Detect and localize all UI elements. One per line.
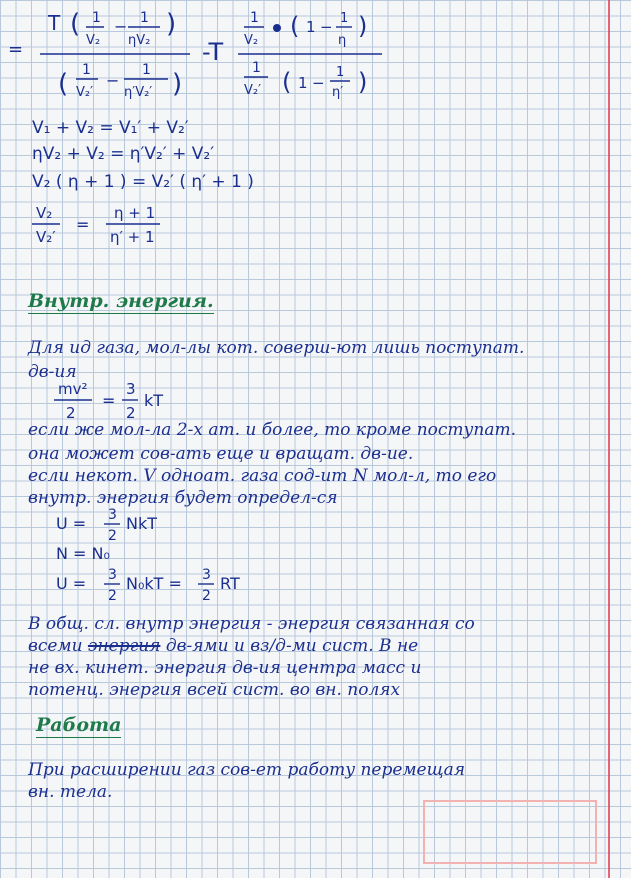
svg-text:): ) xyxy=(172,69,183,99)
heading-work: Работа xyxy=(36,714,122,736)
svg-text:3: 3 xyxy=(108,507,117,523)
equation-factored: V₂ ( η + 1 ) = V₂′ ( η′ + 1 ) xyxy=(32,172,254,192)
text-line-ideal-gas: Для ид газа, мол-лы кот. соверш-ют лишь поступат. xyxy=(28,338,525,358)
text-line-monoatomic: если некот. V однoат. газа сод-ит N мол-л, то его xyxy=(28,466,497,486)
svg-text:V₂′: V₂′ xyxy=(36,228,56,246)
text-line-defined: внутр. энергия будет определ-ся xyxy=(28,488,338,508)
svg-text:3: 3 xyxy=(126,380,136,398)
svg-text:1: 1 xyxy=(92,10,101,26)
svg-text:V₂′: V₂′ xyxy=(244,83,262,98)
svg-text:1: 1 xyxy=(140,10,149,26)
ratio-formula xyxy=(30,200,170,250)
svg-text:−: − xyxy=(320,18,333,36)
svg-text:−: − xyxy=(114,17,128,36)
svg-text:V₂: V₂ xyxy=(244,33,259,48)
svg-text:2: 2 xyxy=(202,588,211,604)
paragraph-line-4: потенц. энергия всей сист. во вн. полях xyxy=(28,680,401,700)
svg-text:−: − xyxy=(312,74,325,92)
svg-text:η′V₂′: η′V₂′ xyxy=(124,85,153,100)
svg-text:=: = xyxy=(76,215,90,234)
heading-internal-energy: Внутр. энергия. xyxy=(28,290,214,312)
svg-text:2: 2 xyxy=(108,588,117,604)
svg-text:2: 2 xyxy=(126,404,136,422)
svg-text:2: 2 xyxy=(108,528,117,544)
svg-text:-T: -T xyxy=(202,38,224,66)
svg-text:kT: kT xyxy=(144,391,164,410)
paragraph-line-3: не вх. кинет. энергия дв-ия центра масс и xyxy=(28,658,422,678)
svg-text:2: 2 xyxy=(66,404,76,422)
paren-open: ( xyxy=(70,9,81,39)
svg-text:RT: RT xyxy=(220,574,240,593)
formula-equals: = xyxy=(8,39,24,60)
svg-text:N = N₀: N = N₀ xyxy=(56,544,110,563)
paragraph-line-2 xyxy=(28,636,418,656)
internal-energy-formulas xyxy=(50,505,290,615)
svg-text:(: ( xyxy=(290,12,300,40)
svg-text:1: 1 xyxy=(306,18,316,36)
svg-text:ηV₂: ηV₂ xyxy=(128,33,151,48)
svg-text:1: 1 xyxy=(82,62,91,78)
equation-volume-sum: V₁ + V₂ = V₁′ + V₂′ xyxy=(32,118,189,138)
notebook-margin-line xyxy=(608,0,610,878)
svg-text:): ) xyxy=(166,9,177,39)
work-line-1: При расширении газ сов-ет работу перемещая xyxy=(28,760,466,780)
line-2-rest: дв-ями и вз/д-ми сист. В не xyxy=(165,636,419,656)
text-line-rotation: она может сов-ать еще и вращат. дв-ие. xyxy=(28,444,414,464)
svg-text:V₂: V₂ xyxy=(86,33,101,48)
svg-text:1: 1 xyxy=(340,11,349,26)
word-vsemi: всеми xyxy=(28,636,83,656)
svg-text:1: 1 xyxy=(250,10,259,26)
svg-text:1: 1 xyxy=(298,74,308,92)
svg-text:N₀kT =: N₀kT = xyxy=(126,574,182,593)
svg-text:(: ( xyxy=(282,68,292,96)
svg-text:1: 1 xyxy=(252,60,261,76)
svg-text:=: = xyxy=(102,391,116,410)
top-formula xyxy=(0,0,400,100)
svg-text:η: η xyxy=(338,33,347,48)
svg-text:3: 3 xyxy=(108,567,117,583)
text-line-polyatomic: если же мол-ла 2-х ат. и более, то кроме поступат. xyxy=(28,420,517,440)
paragraph-line-1: В общ. сл. внутр энергия - энергия связанная со xyxy=(28,614,475,634)
svg-text:1: 1 xyxy=(142,62,151,78)
svg-text:U =: U = xyxy=(56,514,87,533)
formula-T: T xyxy=(48,11,61,35)
svg-text:V₂: V₂ xyxy=(36,204,53,222)
svg-text:η + 1: η + 1 xyxy=(114,204,156,222)
svg-text:η′: η′ xyxy=(332,85,344,100)
svg-text:(: ( xyxy=(58,69,69,99)
svg-text:η′ + 1: η′ + 1 xyxy=(110,228,155,246)
svg-text:): ) xyxy=(358,68,368,96)
svg-text:U =: U = xyxy=(56,574,87,593)
svg-text:NkT: NkT xyxy=(126,514,158,533)
struck-word: энергия xyxy=(87,636,161,656)
svg-text:−: − xyxy=(106,71,120,90)
svg-text:1: 1 xyxy=(336,65,345,80)
svg-text:mv²: mv² xyxy=(58,380,88,398)
work-line-2: вн. тела. xyxy=(28,782,113,802)
svg-text:3: 3 xyxy=(202,567,211,583)
svg-text:): ) xyxy=(358,12,368,40)
faint-red-box xyxy=(423,800,597,864)
svg-text:V₂′: V₂′ xyxy=(76,85,94,100)
equation-eta-volume: ηV₂ + V₂ = η′V₂′ + V₂′ xyxy=(32,144,215,164)
text-line-motion: дв-ия xyxy=(28,362,77,382)
